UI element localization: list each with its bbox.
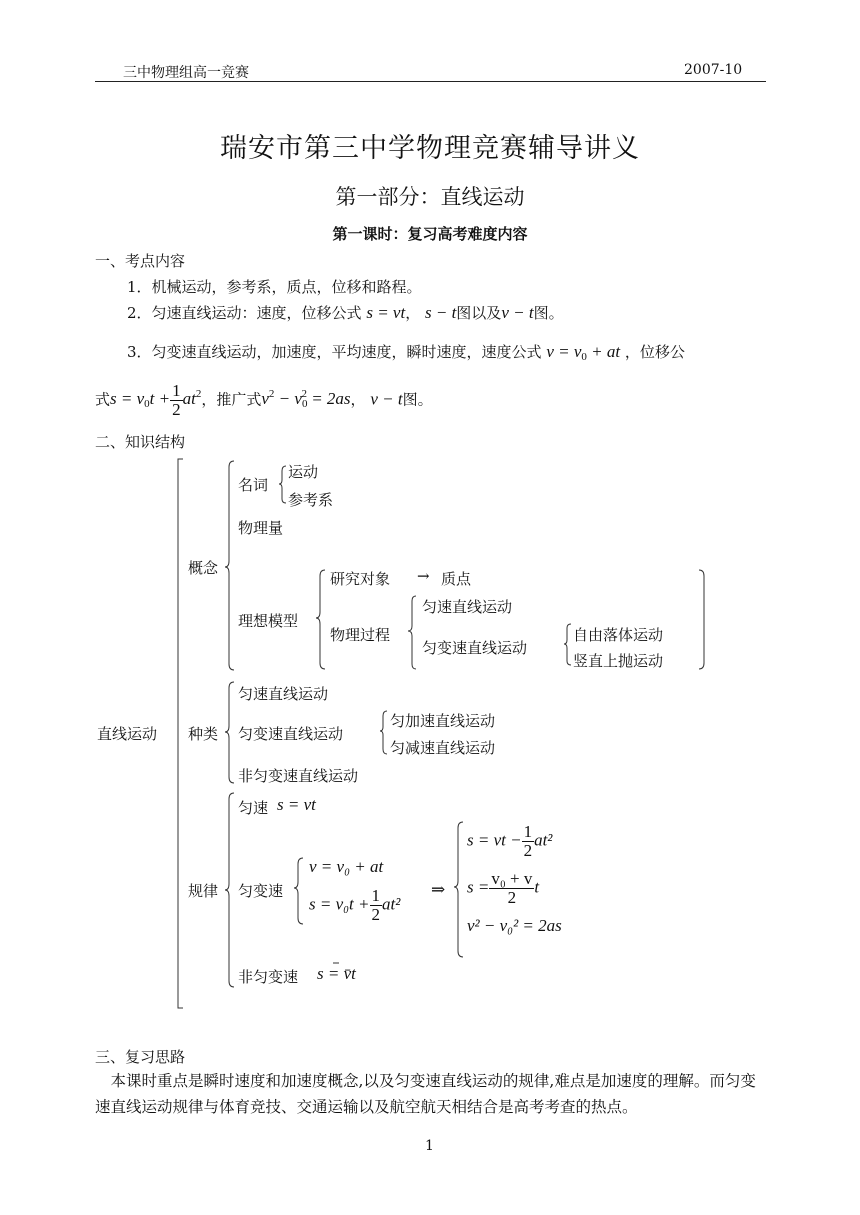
types-label: 种类: [188, 725, 219, 743]
law-nonuniform-formula: s = v̄t: [317, 964, 356, 983]
process-uniform-accel: 匀变速直线运动: [422, 639, 528, 657]
noun-motion: 运动: [288, 463, 319, 481]
item3b-general-formula: $v^2 - v_0^2 = 2as$: [261, 388, 351, 411]
item3b-displacement-formula: $s = v_0t$ + $\frac{1}{2}$ $at^2$: [110, 381, 202, 419]
physical-quantity: 物理量: [238, 519, 284, 537]
law-displacement-formula: s = v₀t + $\frac{1}{2}$ at²: [309, 886, 401, 924]
item3b-pre: 式: [95, 390, 111, 409]
root-bracket: [178, 459, 183, 1008]
header-right: 2007-10: [684, 62, 743, 78]
item2-text: 2．匀速直线运动：速度，位移公式: [127, 304, 362, 322]
ideal-model-brace: [316, 570, 325, 669]
laws-label: 规律: [188, 882, 219, 900]
item3-velocity-formula: $v = v_0$ + at: [546, 342, 621, 363]
nouns-brace: [279, 466, 286, 503]
physical-process: 物理过程: [330, 626, 391, 644]
derived-fraction-2: $\frac{\text{v₀ + v}}{2}$: [491, 869, 533, 907]
law-uniform-label: 匀速: [238, 799, 269, 817]
variable-system-brace: [294, 858, 303, 924]
item2-sep: ，: [405, 304, 421, 322]
derived-formula-3: v² − v₀² = 2as: [467, 916, 562, 935]
noun-reference-frame: 参考系: [288, 491, 334, 509]
root-label: 直线运动: [97, 725, 158, 743]
item3b-sep: ，: [350, 390, 366, 409]
derived-fraction-1: $\frac{1}{2}$: [523, 822, 533, 860]
part-subtitle: 第一部分：直线运动: [335, 185, 525, 209]
derived-system-brace: [454, 822, 463, 957]
section2-heading: 二、知识结构: [95, 433, 186, 451]
section3-heading: 三、复习思路: [95, 1048, 186, 1066]
process-brace: [408, 596, 416, 669]
arrow-right: →: [417, 567, 430, 585]
type-uniform-accel: 匀变速直线运动: [238, 725, 344, 743]
laws-brace: [225, 793, 234, 987]
type-nonuniform: 非匀变速直线运动: [238, 767, 359, 785]
derived-formula-1: s = vt − $\frac{1}{2}$ at²: [467, 822, 553, 860]
process-uniform: 匀速直线运动: [422, 598, 513, 616]
item3-end: ，位移公: [624, 343, 685, 361]
item2-formula-s-t: s − t: [424, 303, 457, 322]
law-velocity-formula: v = v₀ + at: [309, 857, 384, 876]
law-fraction-half: $\frac{1}{2}$: [371, 886, 380, 924]
ideal-model: 理想模型: [238, 612, 299, 630]
derived-formula-2: s = $\frac{\text{v₀ + v}}{2}$ t: [467, 869, 540, 907]
types-brace: [225, 682, 234, 783]
lesson-title: 第一课时：复习高考难度内容: [332, 225, 528, 243]
particle: 质点: [441, 570, 472, 588]
item2-mid: 图以及: [456, 304, 502, 322]
header-left: 三中物理组高一竞赛: [123, 65, 249, 81]
section3-paragraph: 本课时重点是瞬时速度和加速度概念,以及匀变速直线运动的规律,难点是加速度的理解。而匀变速直线运动规律与体育竞技、交通运输以及航空航天相结合是高考考查的热点。: [95, 1072, 756, 1116]
vertical-throw: 竖直上抛运动: [573, 652, 664, 670]
type-accelerating: 匀加速直线运动: [390, 712, 496, 730]
law-uniform-formula: s = vt: [277, 795, 316, 814]
item2-formula-v-t: v − t: [501, 303, 534, 322]
free-fall: 自由落体运动: [573, 626, 664, 644]
nouns-label: 名词: [238, 476, 269, 494]
special-motion-brace: [564, 624, 571, 665]
accel-decel-brace: [380, 711, 387, 754]
item3b-v-t: v − t: [370, 389, 403, 409]
ideal-model-right-paren: [699, 570, 704, 669]
law-variable-label: 匀变速: [238, 882, 284, 900]
item3-text: 3．匀变速直线运动，加速度，平均速度，瞬时速度，速度公式: [127, 343, 542, 361]
concept-label: 概念: [188, 559, 219, 577]
concept-brace: [225, 461, 234, 670]
type-decelerating: 匀减速直线运动: [390, 739, 496, 757]
item3b-end: 图。: [402, 390, 433, 409]
section1-item1: 1．机械运动，参考系，质点，位移和路程。: [127, 278, 422, 296]
research-object: 研究对象: [330, 570, 391, 588]
section1-heading: 一、考点内容: [95, 252, 186, 270]
fraction-half: $\frac{1}{2}$: [172, 381, 181, 419]
item3b-mid: ，推广式: [201, 390, 262, 409]
item2-formula-s-vt: s = vt: [366, 303, 406, 322]
law-nonuniform-label: 非匀变速: [238, 968, 299, 986]
document-title: 瑞安市第三中学物理竞赛辅导讲义: [220, 133, 640, 164]
item2-end: 图。: [533, 304, 564, 322]
page-number: 1: [425, 1138, 434, 1154]
type-uniform: 匀速直线运动: [238, 685, 329, 703]
implies-arrow: ⇒: [431, 880, 446, 900]
